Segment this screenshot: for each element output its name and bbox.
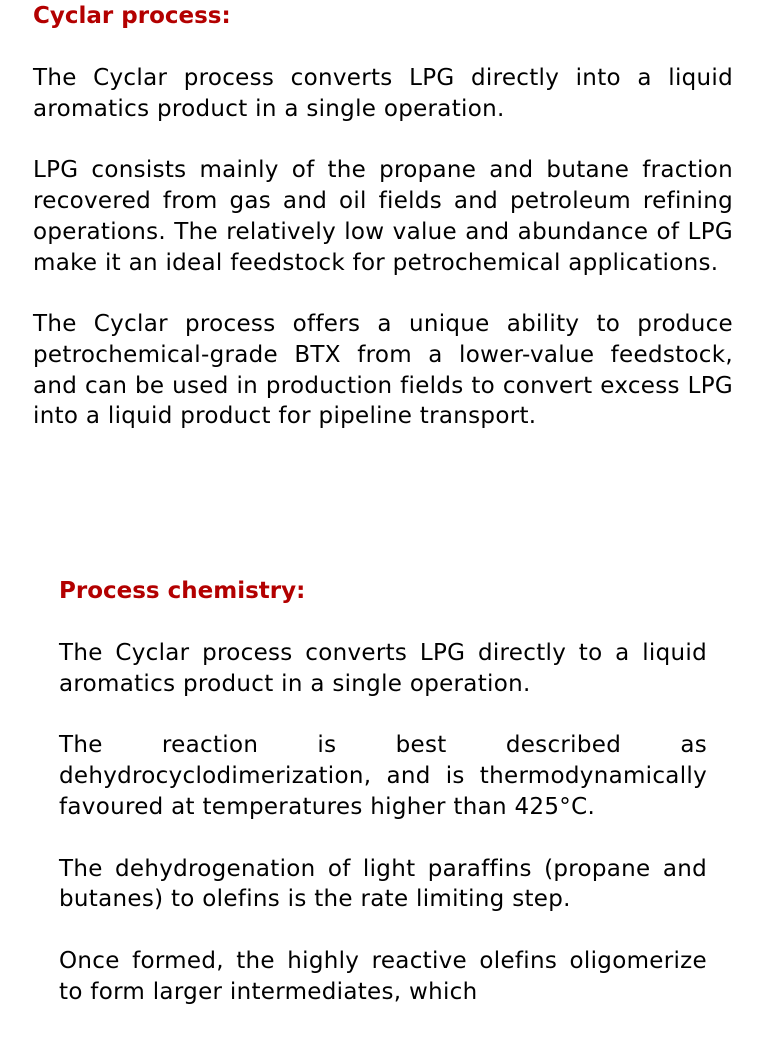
section-heading: Cyclar process: (33, 3, 231, 29)
paragraph: The Cyclar process converts LPG directly into a liquid aromatics product in a single operation. (33, 65, 733, 122)
paragraph: The dehydrogenation of light paraffins (propane and butanes) to olefins is the rate limiting step. (59, 855, 707, 913)
paragraph: LPG consists mainly of the propane and butane fraction recovered from gas and oil fields and petroleum refining operations. The relatively low value and abundance of LPG make it an ideal feedstock for petrochemical applications. (33, 157, 733, 276)
paragraph: The Cyclar process converts LPG directly to a liquid aromatics product in a single operation. (59, 640, 707, 697)
section-cyclar-process (33, 1, 733, 463)
section-process-chemistry (59, 576, 707, 1038)
paragraph: Once formed, the highly reactive olefins oligomerize to form larger intermediates, which (59, 947, 707, 1005)
section-heading: Process chemistry: (59, 578, 306, 604)
paragraph: The Cyclar process offers a unique ability to produce petrochemical-grade BTX from a lower-value feedstock, and can be used in production fields to convert excess LPG into a liquid product for pipeline transport. (33, 311, 733, 430)
paragraph: The reaction is best described as dehydrocyclodimerization, and is thermodynamically favoured at temperatures higher than 425°C. (59, 732, 707, 820)
